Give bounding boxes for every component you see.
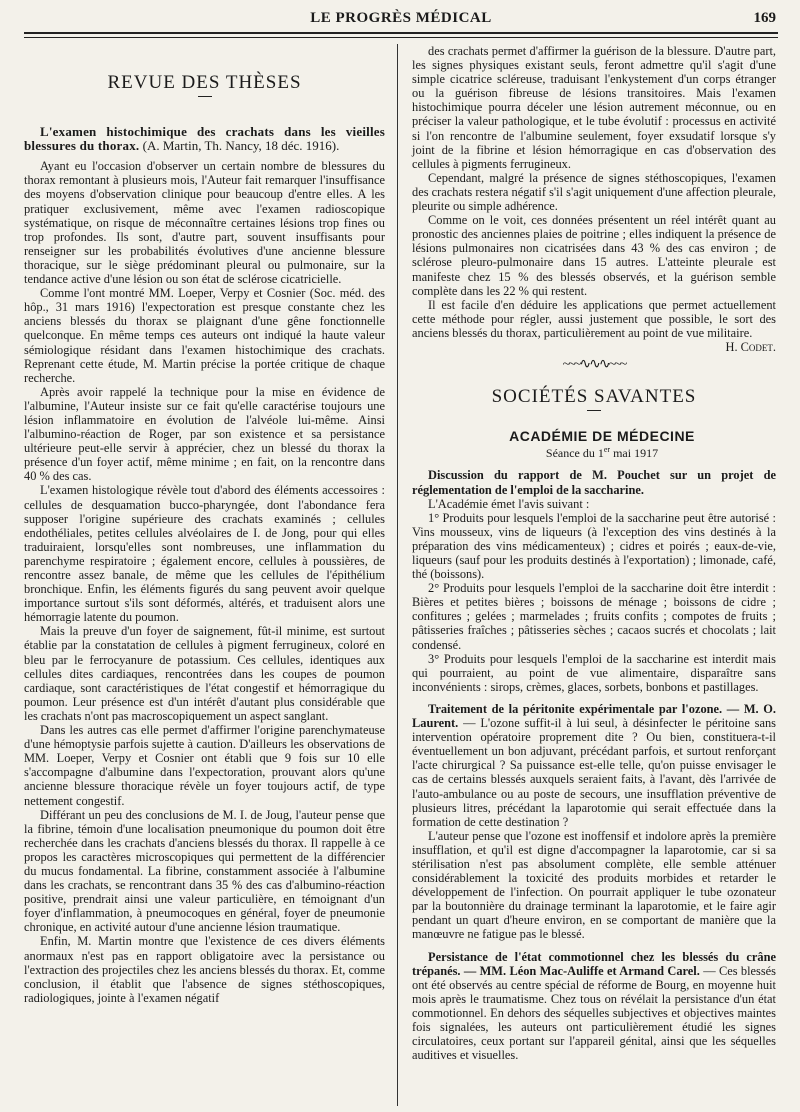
column-divider xyxy=(397,44,398,1106)
article-signature: H. Codet. xyxy=(725,339,776,354)
section-title-societes: SOCIÉTÉS SAVANTES xyxy=(491,386,697,408)
section-ornament: ~~~∿∿∿~~~ xyxy=(562,357,626,373)
article-reference: (A. Martin, Th. Nancy, 18 déc. 1916). xyxy=(142,138,340,154)
saccharine-item: 3° Produits pour lesquels l'emploi de la saccharine est interdit mais qui pourraient, au point de vue alimentaire, disparaître sans inconvénients : sirops, crèmes, glaces, sorbets, bonbons et pastillages. xyxy=(412,651,776,694)
article-paragraph: Mais la preuve d'un foyer de saignement, fût-il minime, est surtout établie par la constatation de cellules à pigment ferrugineux, coloré en bleu par le ferrocyanure de potassium. Ces cellules, identiques aux cellules dites cardiaques, rencontrées dans les coupes de poumon cardiaque, sont caractéristiques de l'état congestif et hémorragique du poumon. Leur présence est d'un intérêt d'autant plus considérable que les crachats n'ont pas macroscopiquement un aspect sanglant. xyxy=(24,624,385,723)
saccharine-item: 1° Produits pour lesquels l'emploi de la saccharine peut être autorisé : Vins mousseux, vins de liqueurs (à l'exception des vins destinés à la préparation des vins médicamenteux) ; cidres et poirés ; eaux-de-vie, liqueurs (sauf pour les produits destinés à l'exportation) ; limonade, café, thé (boissons). xyxy=(412,510,776,582)
discussion-title-text: Discussion du rapport de M. Pouchet sur un projet de réglementation de l'emploi de la saccharine. xyxy=(412,468,776,497)
article-heading xyxy=(24,125,385,153)
article-paragraph: Dans les autres cas elle permet d'affirmer l'origine parenchymateuse d'une hémoptysie parfois sujette à caution. D'ailleurs les observations de MM. Loeper, Verpy et Cosnier ont établi que 9 fois sur 10 elle s'accompagne d'albumine dans l'expectoration, prouvant alors qu'une ancienne blessure thoracique révèle un foyer toujours actif, de type nettement congestif. xyxy=(24,723,385,808)
article-paragraph: Après avoir rappelé la technique pour la mise en évidence de l'albumine, l'Auteur insiste sur ce fait qu'elle caractérise toujours une lésion inflammatoire en évolution de l'alvéole lui-même. Ainsi l'albumino-réaction de Roger, par son existence et sa persistance ultérieure peut-elle servir à apprécier, chez un blessé du thorax la présence d'un foyer actif, même minime ; en fait, on la rencontre dans 40 % des cas. xyxy=(24,384,385,484)
session-suffix: mai 1917 xyxy=(610,446,659,461)
left-column xyxy=(24,44,385,1005)
persistance-title: Persistance de l'état commotionnel chez les blessés du crâne trépanés. — MM. Léon Mac-Auliffe et Armand Carel. xyxy=(412,949,776,978)
article-paragraph: Comme l'ont montré MM. Loeper, Verpy et Cosnier (Soc. méd. des hôp., 31 mars 1916) l'expectoration est presque constante chez les anciens blessés du thorax se plaignant d'une gêne fonctionnelle quelconque. En même temps ces auteurs ont indiqué la haute valeur sémiologique résidant dans l'examen histochimique des crachats. Reprenant cette étude, M. Martin précise la portée critique de chaque recherche. xyxy=(24,286,385,385)
article-paragraph: L'examen histologique révèle tout d'abord des éléments accessoires : cellules de desquamation bucco-pharyngée, dont l'abondance fera supposer l'origine supérieure des crachats examinés ; cellules endothéliales, petites cellules alvéolaires de I. de Jong, pour qui elles traduiraient, lorsqu'elles sont nombreuses, une inflammation du parenchyme respiratoire ; également encore, cellules à poussières, de rencontre assez banale, de même que les cellules de l'épithélium bronchique. Enfin, les éléments figurés du sang peuvent avoir quelque importance surtout s'ils sont déformés, altérés, et traduisent alors une hémorragie latente du poumon. xyxy=(24,483,385,625)
persistance-text: — Ces blessés ont été observés au centre spécial de réforme de Bourg, en moyenne huit mois après le traumatisme. Chez tous on révélait la persistance d'un état commotionnel. En dehors des séquelles subjectives et objectives maintes fois signalées, les auteurs ont particulièrement étudié les signes circulatoires, ceux portant sur l'appareil génital, ainsi que les séquelles auditives et visuelles. xyxy=(412,963,776,1063)
article-paragraph: Différant un peu des conclusions de M. I. de Joug, l'auteur pense que la fibrine, témoin d'une localisation pneumonique du poumon doit être recherchée dans les crachats d'anciens blessés du thorax. Il rappelle à ce propos les caractères microscopiques qui permettent de la différencier du mucus fondamental. La fibrine, constamment associée à l'albumine dans les crachats, se rencontrant dans 35 % des cas d'albumino-réaction positive, prendrait ainsi une valeur particulière, en témoignant d'un foyer d'inflammation, à pneumocoques en général, foyer de pneumonie chronique, en activité autour d'une ancienne lésion traumatique. xyxy=(24,807,385,935)
header-rule xyxy=(24,32,778,34)
article-body xyxy=(24,159,385,1005)
journal-title: LE PROGRÈS MÉDICAL xyxy=(310,10,492,26)
saccharine-items xyxy=(412,511,776,694)
continuation-paragraph: Il est facile d'en déduire les applications que permet actuellement cette méthode pour régler, aussi justement que possible, le sort des anciens blessés du thorax, particulièrement au point de vue militaire. xyxy=(412,297,776,340)
academy-opinion: L'Académie émet l'avis suivant : xyxy=(428,496,590,511)
article-title: L'examen histochimique des crachats dans les vieilles blessures du thorax. xyxy=(24,124,385,154)
article-continuation xyxy=(412,44,776,340)
page-number: 169 xyxy=(753,10,776,26)
title-dash xyxy=(198,96,212,97)
discussion-title xyxy=(412,468,776,496)
session-prefix: Séance du 1 xyxy=(545,446,604,461)
continuation-paragraph: Comme on le voit, ces données présentent un réel intérêt quant au pronostic des anciennes plaies de poitrine ; elles indiquent la présence de lésions pulmonaires non cicatrisées dans 43 % des cas environ ; de sclérose pleuro-pulmonaire dans 15 autres. L'atteinte pleurale est manifeste chez 15 % des blessés observés, et la guérison semble complète dans les 22 % qui restent. xyxy=(412,213,776,298)
academy-heading: ACADÉMIE DE MÉDECINE xyxy=(509,428,695,445)
section-title: REVUE DES THÈSES xyxy=(107,72,302,93)
persistance-paragraph xyxy=(412,950,776,1063)
peritonite-paragraph xyxy=(412,702,776,829)
session-date xyxy=(412,443,776,460)
peritonite-title: Traitement de la péritonite expérimentale par l'ozone. — M. O. Laurent. xyxy=(412,701,776,731)
right-column xyxy=(412,44,776,1062)
title-dash xyxy=(587,410,601,411)
saccharine-item: 2° Produits pour lesquels l'emploi de la saccharine doit être interdit : Bières et petites bières ; boissons de ménage ; boissons de cidre ; confitures ; gelées ; marmelades ; fruits confits ; compotes de fruits ; pâtisseries fraîches ; pâtisseries sèches ; cacaos sucrés et chocolats ; lait condensé. xyxy=(412,581,776,652)
page-header xyxy=(24,10,778,32)
peritonite-text: — L'ozone suffit-il à lui seul, à désinfecter le péritoine sans intervention opératoire proprement dite ? Ou bien, constituera-t-il éventuellement un bon adjuvant, précédant parfois, et surtout renforçant l'acte chirurgical ? Sa puissance est-elle telle, qu'on puisse envisager le cas de certains blessés auxquels seraient faits, à l'avant, dès l'arrivée de l'auto-ambulance ou au poste de secours, une insufflation préventive de plusieurs litres, précédant la laparotomie qui serait effectuée dans la formation de cette destination ? xyxy=(412,716,776,829)
session-sup: er xyxy=(603,445,611,455)
continuation-paragraph: des crachats permet d'affirmer la guérison de la blessure. D'autre part, les signes physiques existant seuls, feront admettre qu'il s'agit d'une simple cicatrice scléreuse, traduisant l'enkystement d'un corps étranger ou la guérison fibreuse de lésions transitoires. Mais l'examen histochimique pourra déceler une lésion autrement méconnue, ou en préciser la valeur pathologique, et le tube évolutif : processus en activité si l'on rencontre de l'albumine seulement, foyer exsudatif lorsque s'y joint de la fibrine et lésion hémorragique en cas d'observation des cellules à pigments ferrugineux. xyxy=(412,44,776,171)
peritonite-paragraph-2: L'auteur pense que l'ozone est inoffensif et indolore après la première insufflation, et qu'il est digne d'accompagner la laparotomie, car si sa stérilisation n'est pas absolument complète, elle semble atténuer considérablement la toxicité des produits morbides et retarder le développement de l'infection. On pourrait appliquer le tube ozonateur par la boutonnière du drainage terminant la laparotomie, et le faire agir pendant un quart d'heure environ, en se comportant de manière que la manœuvre ne fatigue pas le blessé. xyxy=(412,828,776,942)
continuation-paragraph: Cependant, malgré la présence de signes stéthoscopiques, l'examen des crachats restera négatif s'il s'agit uniquement d'une affection pleurale, pleurite ou simple adhérence. xyxy=(412,170,776,214)
article-paragraph: Enfin, M. Martin montre que l'existence de ces divers éléments anormaux n'est pas en rapport obligatoire avec la persistance ou l'extraction des projectiles chez les anciens blessés du thorax. Et, comme conclusion, il établit que l'absence de signes stéthoscopiques, radiologiques, jointe à l'examen négatif xyxy=(24,934,385,1005)
article-paragraph: Ayant eu l'occasion d'observer un certain nombre de blessures du thorax remontant à plusieurs mois, l'Auteur fait remarquer l'insuffisance des moyens d'observation clinique pour beaucoup d'entre elles. A les pratiquer exclusivement, même avec l'examen radioscopique systématique, on risque de méconnaître certaines lésions trop fines ou trop profondes. Ils sont, d'autre part, souvent insuffisants pour renseigner sur les probabilités évolutives d'une ancienne blessure thoracique, sur le siège prédominant pleural ou pulmonaire, sur la tendance active d'une lésion ou son état de sclérose cicatricielle. xyxy=(24,159,385,287)
header-rule-thin xyxy=(24,37,778,38)
